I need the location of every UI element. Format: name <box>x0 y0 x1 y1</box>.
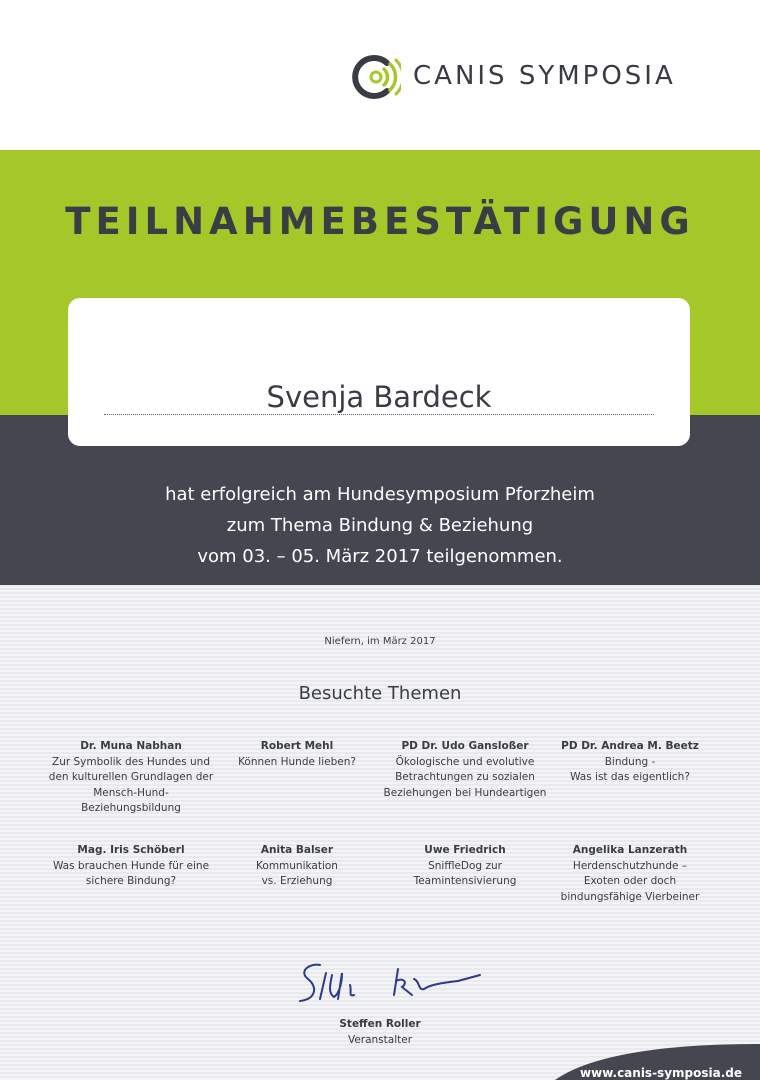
topic-speaker: Angelika Lanzerath <box>572 844 688 856</box>
topic-title: SniffleDog zur Teamintensivierung <box>413 859 517 887</box>
topic-title: Bindung - Was ist das eigentlich? <box>570 755 690 783</box>
name-dotted-line <box>104 414 654 415</box>
handwritten-signature <box>290 955 490 1011</box>
topic-title: Können Hunde lieben? <box>238 755 356 768</box>
topic-speaker: Robert Mehl <box>260 740 334 752</box>
topic-title: Ökologische und evolutive Betrachtungen zu sozialen Beziehungen bei Hundeartigen <box>383 755 547 799</box>
topic-item <box>212 739 382 770</box>
topic-speaker: PD Dr. Udo Gansloßer <box>401 740 529 752</box>
sound-wave-circle-icon <box>351 52 401 102</box>
topic-item <box>46 843 216 890</box>
topic-item <box>212 843 382 890</box>
participant-name: Svenja Bardeck <box>266 380 492 414</box>
statement-line: hat erfolgreich am Hundesymposium Pforzheim <box>165 484 595 505</box>
topic-item <box>380 739 550 801</box>
topic-title: Was brauchen Hunde für eine sichere Bindung? <box>52 859 210 887</box>
topic-speaker: Dr. Muna Nabhan <box>80 740 182 752</box>
topic-speaker: Mag. Iris Schöberl <box>77 844 185 856</box>
statement-line: zum Thema Bindung & Beziehung <box>226 515 534 536</box>
participant-name-box <box>68 298 690 446</box>
topic-title: Kommunikation vs. Erziehung <box>256 859 338 887</box>
statement-line: vom 03. – 05. März 2017 teilgenommen. <box>197 546 563 567</box>
brand-logo <box>351 52 691 102</box>
topic-item <box>46 739 216 817</box>
topic-speaker: Uwe Friedrich <box>424 844 506 856</box>
certificate-title: TEILNAHMEBESTÄTIGUNG <box>65 200 695 243</box>
topics-heading: Besuchte Themen <box>298 683 462 704</box>
brand-name: CANIS SYMPOSIA <box>413 61 676 91</box>
topic-item <box>545 843 715 905</box>
footer-website-link[interactable]: www.canis-symposia.de <box>580 1066 742 1080</box>
completion-statement <box>0 479 760 572</box>
signer-role: Veranstalter <box>347 1034 413 1046</box>
topic-title: Herdenschutzhunde – Exoten oder doch bindungsfähige Vierbeiner <box>560 859 700 903</box>
topic-item <box>380 843 550 890</box>
place-date: Niefern, im März 2017 <box>324 636 436 647</box>
topic-speaker: PD Dr. Andrea M. Beetz <box>561 740 699 752</box>
topic-speaker: Anita Balser <box>260 844 334 856</box>
signer-name: Steffen Roller <box>339 1018 421 1030</box>
topic-title: Zur Symbolik des Hundes und den kulturellen Grundlagen der Mensch-Hund- Beziehungsbildung <box>48 755 214 814</box>
topic-item <box>545 739 715 786</box>
